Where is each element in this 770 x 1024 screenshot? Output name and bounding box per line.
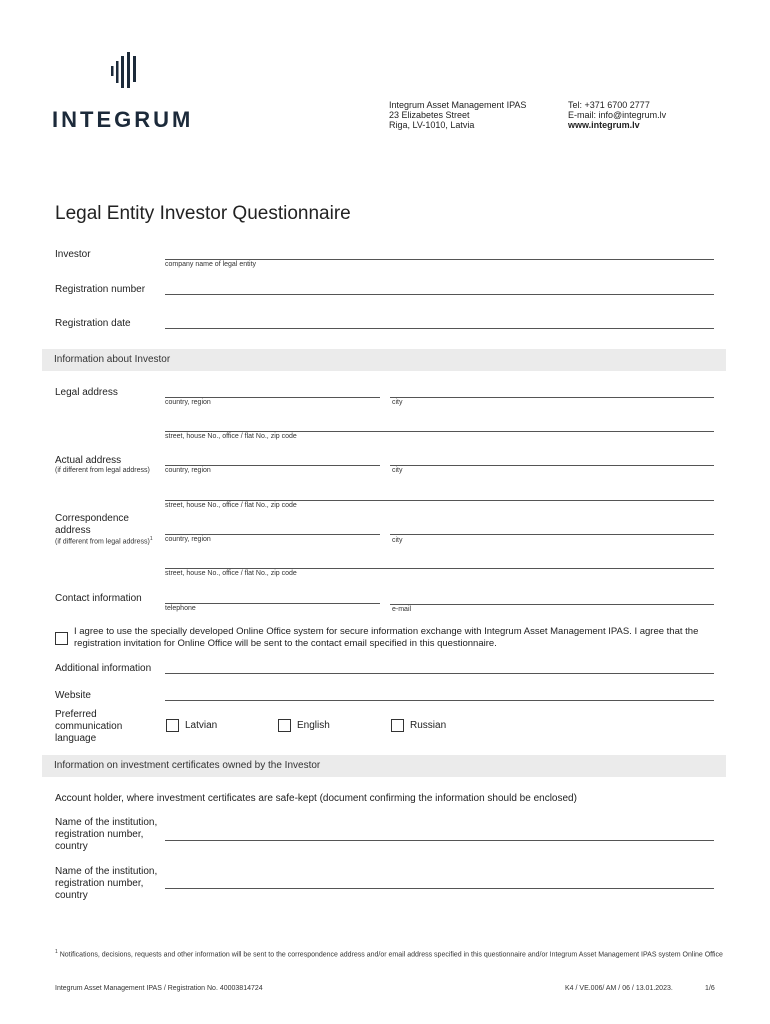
institution-2-label: Name of the institution, registration number, country <box>55 866 158 901</box>
logo-bars-icon <box>110 52 142 92</box>
latvian-checkbox[interactable] <box>166 719 179 732</box>
institution-1-input-line[interactable] <box>165 840 714 841</box>
website-input-line[interactable] <box>165 700 714 701</box>
correspondence-address-note <box>55 536 153 545</box>
section-investor-info <box>42 349 726 371</box>
footer-page-number: 1/6 <box>705 985 715 992</box>
telephone-hint: telephone <box>165 605 196 612</box>
account-holder-text: Account holder, where investment certificates are safe-kept (document confirming the information should be enclosed) <box>55 793 577 804</box>
legal-city-hint: city <box>392 399 403 406</box>
footnote <box>55 947 725 960</box>
legal-street-input-line[interactable] <box>165 431 714 432</box>
company-address <box>389 100 526 130</box>
russian-checkbox[interactable] <box>391 719 404 732</box>
company-website: www.integrum.lv <box>568 120 640 130</box>
legal-city-input-line[interactable] <box>390 397 714 398</box>
corr-street-input-line[interactable] <box>165 568 714 569</box>
company-email: E-mail: info@integrum.lv <box>568 110 667 120</box>
legal-country-hint: country, region <box>165 399 211 406</box>
actual-street-hint: street, house No., office / flat No., zip code <box>165 502 297 509</box>
legal-street-hint: street, house No., office / flat No., zip code <box>165 433 297 440</box>
company-phone: Tel: +371 6700 2777 <box>568 100 650 110</box>
corr-country-input-line[interactable] <box>165 534 380 535</box>
logo-text: INTEGRUM <box>52 107 194 132</box>
company-contacts <box>568 100 666 130</box>
latvian-label: Latvian <box>185 720 218 731</box>
email-hint: e-mail <box>392 606 412 613</box>
actual-country-hint: country, region <box>165 467 211 474</box>
additional-information-input-line[interactable] <box>165 673 714 674</box>
actual-address-note: (if different from legal address) <box>55 467 150 474</box>
preferred-language-label: Preferred communication language <box>55 709 123 744</box>
english-checkbox[interactable] <box>278 719 291 732</box>
page-title: Legal Entity Investor Questionnaire <box>55 203 351 224</box>
additional-information-label: Additional information <box>55 663 152 674</box>
footnote-text: Notifications, decisions, requests and other information will be sent to the correspondence address and/or email address specified in this questionnaire and/or Integrum Asset Management IPAS system Online Office <box>59 951 723 959</box>
russian-label: Russian <box>410 720 447 731</box>
correspondence-note-text: (if different from legal address) <box>55 538 150 546</box>
consent-checkbox[interactable] <box>55 632 68 645</box>
section-investor-info-title: Information about Investor <box>54 354 171 365</box>
investor-label: Investor <box>55 249 91 260</box>
corr-country-hint: country, region <box>165 536 211 543</box>
footer-company: Integrum Asset Management IPAS / Registration No. 40003814724 <box>55 985 263 992</box>
actual-address-label: Actual address <box>55 455 122 466</box>
registration-date-input-line[interactable] <box>165 328 714 329</box>
actual-city-input-line[interactable] <box>390 465 714 466</box>
corr-city-input-line[interactable] <box>390 534 714 535</box>
registration-date-label: Registration date <box>55 318 131 329</box>
english-label: English <box>297 720 330 731</box>
legal-country-input-line[interactable] <box>165 397 380 398</box>
legal-address-label: Legal address <box>55 387 118 398</box>
actual-city-hint: city <box>392 467 403 474</box>
investor-input-line[interactable] <box>165 259 714 260</box>
institution-2-input-line[interactable] <box>165 888 714 889</box>
registration-number-input-line[interactable] <box>165 294 714 295</box>
footnote-number: 1 <box>55 949 58 955</box>
investor-hint: company name of legal entity <box>165 261 257 268</box>
correspondence-address-label: Correspondence address <box>55 513 129 536</box>
corr-city-hint: city <box>392 537 403 544</box>
footnote-ref: 1 <box>149 536 153 542</box>
corr-street-hint: street, house No., office / flat No., zip code <box>165 570 297 577</box>
section-certificates <box>42 755 726 777</box>
consent-text: I agree to use the specially developed Online Office system for secure information exchange with Integrum Asset Management IPAS. I agree that the registration invitation for Online Office will be sent to the contact email specified in this questionnaire. <box>74 626 699 649</box>
section-certificates-title: Information on investment certificates owned by the Investor <box>54 760 321 771</box>
company-street: 23 Elizabetes Street <box>389 110 470 120</box>
footer-doc-code: K4 / VE.006/ AM / 06 / 13.01.2023. <box>565 985 673 992</box>
contact-information-label: Contact information <box>55 593 142 604</box>
actual-street-input-line[interactable] <box>165 500 714 501</box>
website-label: Website <box>55 690 91 701</box>
company-city: Riga, LV-1010, Latvia <box>389 120 475 130</box>
registration-number-label: Registration number <box>55 284 146 295</box>
company-name: Integrum Asset Management IPAS <box>389 100 527 110</box>
institution-1-label: Name of the institution, registration number, country <box>55 817 158 852</box>
email-input-line[interactable] <box>390 604 714 605</box>
actual-country-input-line[interactable] <box>165 465 380 466</box>
telephone-input-line[interactable] <box>165 603 380 604</box>
